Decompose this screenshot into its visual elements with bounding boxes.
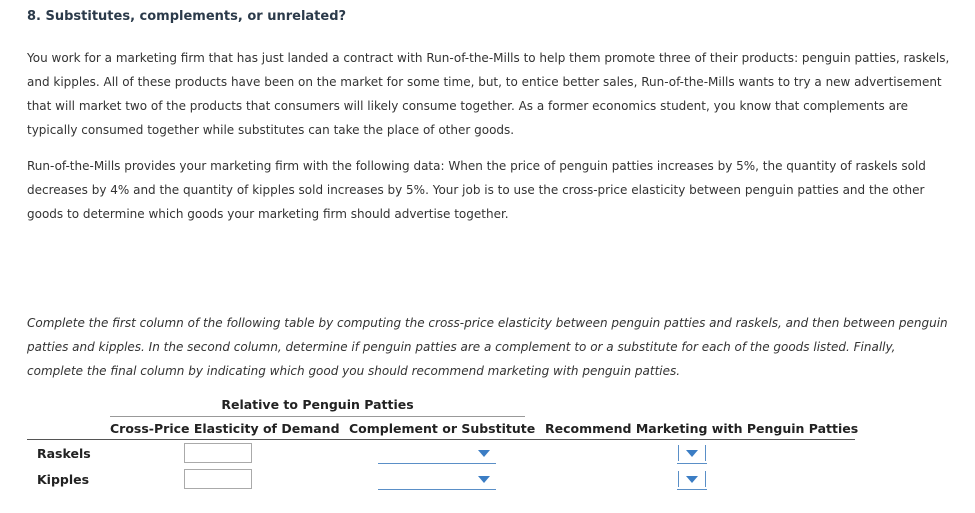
raskels-relationship-dropdown[interactable] (378, 443, 496, 464)
column-header-recommend: Recommend Marketing with Penguin Patties (545, 421, 859, 436)
chevron-down-icon (686, 450, 698, 457)
group-header: Relative to Penguin Patties (221, 397, 414, 412)
column-header-relationship: Complement or Substitute (349, 421, 536, 436)
chevron-down-icon (686, 476, 698, 483)
dropdown-edge-left (678, 471, 679, 487)
dropdown-edge-right (705, 445, 706, 461)
kipples-recommend-dropdown[interactable] (677, 469, 707, 490)
chevron-down-icon (478, 476, 490, 483)
header-divider (27, 439, 855, 440)
dropdown-edge-left (678, 445, 679, 461)
group-header-divider (110, 416, 525, 417)
instructions-paragraph: Complete the first column of the following table by computing the cross-price elasticity between penguin patties and raskels, and then between penguin patties and kipples. In the second column, determine if penguin patties are a complement to or a substitute for each of the goods listed. Finally, complete the final column by indicating which good you should recommend marketing with penguin patties. (27, 316, 948, 378)
column-header-elasticity: Cross-Price Elasticity of Demand (110, 421, 340, 436)
row-label-kipples: Kipples (37, 472, 90, 487)
kipples-elasticity-input[interactable] (184, 469, 252, 489)
raskels-recommend-dropdown[interactable] (677, 443, 707, 464)
data-paragraph: Run-of-the-Mills provides your marketing firm with the following data: When the price of penguin patties increases by 5%, the quantity of raskels sold decreases by 4% and the quantity of kipples sold increases by 5%. Your job is to use the cross-price elasticity between penguin patties and the other goods to determine which goods your marketing firm should advertise together. (27, 159, 926, 221)
raskels-elasticity-input[interactable] (184, 443, 252, 463)
intro-paragraph: You work for a marketing firm that has just landed a contract with Run-of-the-Mills to help them promote three of their products: penguin patties, raskels, and kipples. All of these products have been on the market for some time, but, to entice better sales, Run-of-the-Mills wants to try a new advertisement that will market two of the products that consumers will likely consume together. As a former economics student, you know that complements are typically consumed together while substitutes can take the place of other goods. (27, 51, 950, 137)
kipples-relationship-dropdown[interactable] (378, 469, 496, 490)
row-label-raskels: Raskels (37, 446, 91, 461)
question-title: 8. Substitutes, complements, or unrelated? (27, 9, 347, 24)
chevron-down-icon (478, 450, 490, 457)
dropdown-edge-right (705, 471, 706, 487)
